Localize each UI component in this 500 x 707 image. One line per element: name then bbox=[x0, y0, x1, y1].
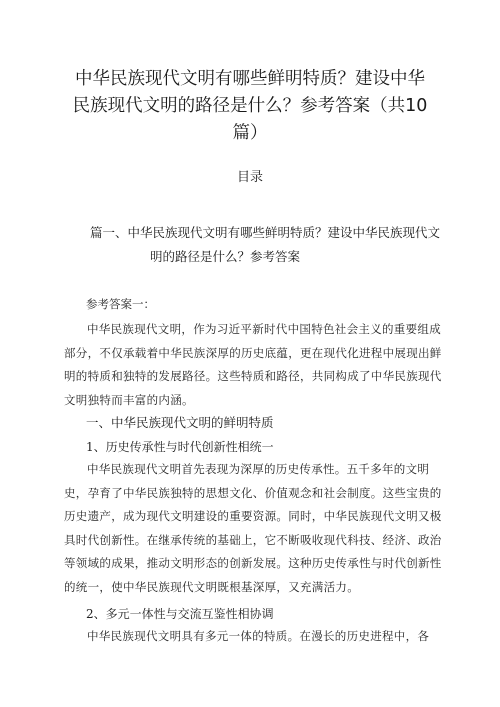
subsection-1-block bbox=[64, 458, 444, 599]
subsection-heading-1: 1、历史传承性与时代创新性相统一 bbox=[86, 440, 274, 454]
toc-item-line-2: 明的路径是什么？参考答案 bbox=[150, 249, 301, 264]
toc-item[interactable] bbox=[90, 221, 450, 269]
subsection-heading-2: 2、多元一体性与交流互鉴性相协调 bbox=[86, 607, 274, 621]
intro-paragraph: 中华民族现代文明，作为习近平新时代中国特色社会主义的重要组成部分，不仅承载着中华民族深厚的历史底蕴，更在现代化进程中展现出鲜明的特质和独特的发展路径。这些特质和路径，共同构成了中华民族现代文明独特而丰富的内涵。 bbox=[64, 322, 442, 407]
section-heading: 一、中华民族现代文明的鲜明特质 bbox=[86, 415, 274, 430]
toc-item-line-1: 篇一、中华民族现代文明有哪些鲜明特质？建设中华民族现代文 bbox=[90, 225, 441, 240]
answer-label: 参考答案一： bbox=[86, 297, 155, 311]
toc-heading: 目录 bbox=[236, 170, 263, 185]
title-line-1: 中华民族现代文明有哪些鲜明特质？建设中华 bbox=[75, 69, 425, 89]
intro-paragraph-block bbox=[64, 318, 444, 412]
document-title bbox=[60, 66, 440, 147]
subsection-2-block bbox=[64, 625, 444, 649]
title-line-3: 篇） bbox=[232, 123, 268, 143]
title-line-2: 民族现代文明的路径是什么？参考答案（共10 bbox=[72, 96, 428, 116]
subsection-2-paragraph: 中华民族现代文明具有多元一体的特质。在漫长的历史进程中，各 bbox=[87, 629, 430, 643]
subsection-1-paragraph: 中华民族现代文明首先表现为深厚的历史传承性。五千多年的文明史，孕育了中华民族独特的思想文化、价值观念和社会制度。这些宝贵的历史遗产，成为现代文明建设的重要资源。同时，中华民族现代文明又极具时代创新性。在继承传统的基础上，它不断吸收现代科技、经济、政治等领域的成果，推动文明形态的创新发展。这种历史传承性与时代创新性的统一，使中华民族现代文明既根基深厚，又充满活力。 bbox=[64, 462, 442, 594]
